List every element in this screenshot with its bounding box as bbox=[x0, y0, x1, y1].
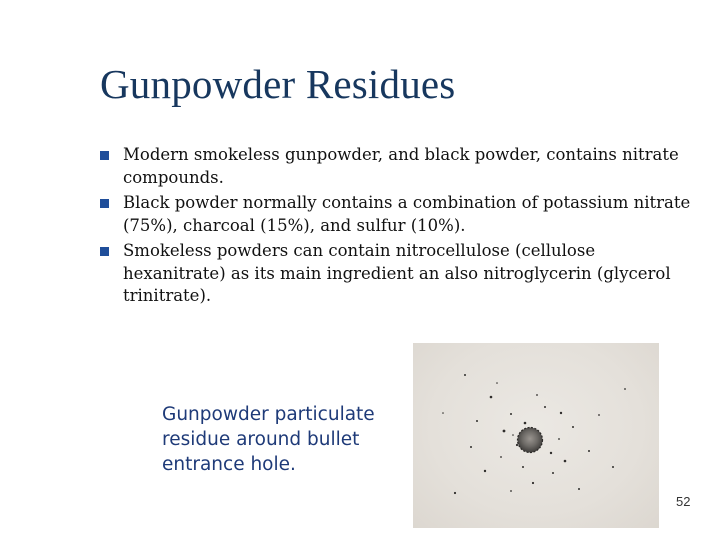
bullet-item bbox=[100, 240, 700, 308]
square-bullet-icon bbox=[100, 199, 109, 208]
bullet-list bbox=[100, 144, 700, 311]
bullet-item bbox=[100, 144, 700, 189]
bullet-text: Modern smokeless gunpowder, and black powder, contains nitrate compounds. bbox=[123, 145, 679, 187]
bullet-text: Smokeless powders can contain nitrocellulose (cellulose hexanitrate) as its main ingredient an also nitroglycerin (glycerol trinitrate). bbox=[123, 241, 671, 305]
slide-title: Gunpowder Residues bbox=[100, 61, 456, 107]
residue-photo bbox=[413, 343, 659, 528]
bullet-item bbox=[100, 192, 700, 237]
bullet-hole-image bbox=[413, 343, 659, 528]
slide-number: 52 bbox=[676, 494, 691, 509]
square-bullet-icon bbox=[100, 151, 109, 160]
bullet-text: Black powder normally contains a combination of potassium nitrate (75%), charcoal (15%), and sulfur (10%). bbox=[123, 193, 691, 235]
photo-caption: Gunpowder particulate residue around bullet entrance hole. bbox=[162, 404, 375, 475]
square-bullet-icon bbox=[100, 247, 109, 256]
